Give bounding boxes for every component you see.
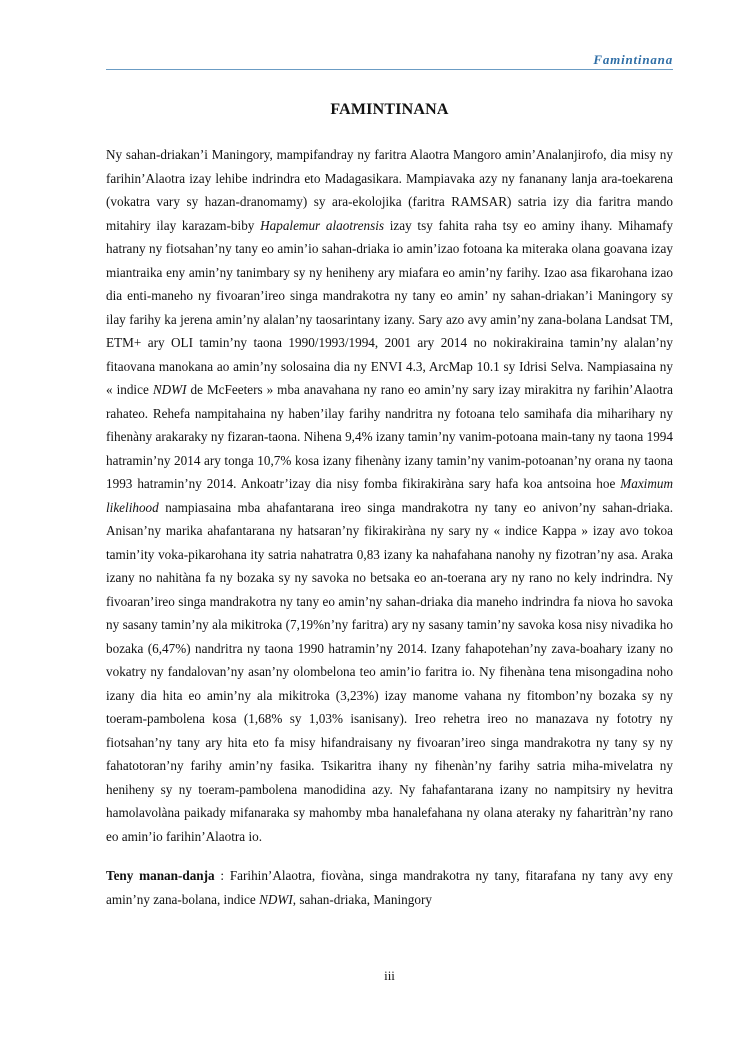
page-number: iii — [384, 968, 395, 983]
keywords-text-2: , sahan-driaka, Maningory — [292, 891, 432, 907]
abstract-text-2: izay tsy fahita raha tsy eo aminy ihany. Mihamafy hatrany ny fiotsahan’ny tany eo amin’io sahan-driaka io amin’izao fotoana ka miteraka olana goavana izay miantraika eny amin’ny tanimbary sy ny heniheny ary miafara eo amin’ny farihy. Izao asa fikarohana izao dia enti-maneho ny fivoaran’ireo singa mandrakotra ny tany eo amin’ ny sahan-driakan’i Maningory sy ilay farihy ka jerena amin’ny alalan’ny taosarintany izany. Sary azo avy amin’ny zana-bolana Landsat TM, ETM+ ary OLI tamin’ny taona 1990/1993/1994, 2001 ary 2014 no nokirakiraina tamin’ny alalan’ny fitaovana manokana ao amin’ny solosaina dia ny ENVI 4.3, ArcMap 10.1 sy Idrisi Selva. Nampiasaina ny « indice — [106, 217, 674, 397]
running-header: Famintinana — [593, 52, 673, 67]
abstract-text-4: nampiasaina mba ahafantarana ireo singa mandrakotra ny tany eo anivon’ny sahan-driaka. Anisan’ny marika ahafantarana ny hatsaran’ny fikirakiràna ny sary ny « indice Kappa » izay avo tokoa tamin’ity voka-pikarohana ity satria nahatratra 0,83 izany ka nahafahana nanohy ny fizotran’ny asa. Araka izany no nahitàna fa ny bozaka sy ny savoka no betsaka eo an-toerana ary ny rano no kely indrindra. Ny fivoaran’ireo singa mandrakotra ny tany eo amin’ny sahan-driaka dia maneho indrindra fa niova ho savoka ny sasany tamin’ny ala mikitroka (7,19%n’ny faritra) ary ny sasany tamin’ny savoka kosa nisy nivadika ho bozaka (6,47%) nandritra ny taona 1990 hatramin’ny 2014. Izany fahapotehan’ny zava-boahary izany no vokatry ny fandalovan’ny asan’ny olombelona teo amin’io faritra io. Ny fihenàna tena misongadina noho izany dia hita eo amin’ny ala mikitroka (3,23%) izay manome vahana ny fitombon’ny bozaka sy ny toeram-pambolena kosa (1,68% sy 1,03% isanisany). Ireo rehetra ireo no manazava ny fototry ny fiotsahan’ny tany ary hita eto fa misy hifandraisany ny fivoaran’ireo singa mandrakotra ny tany sy ny fahatotoran’ny farihy amin’ny fasika. Tsikaritra ihany ny fihenàn’ny farihy satria miha-mivelatra ny heniheny sy ny toeram-pambolena manodidina azy. Ny fahafantarana izany no nampitsiry ny hevitra hamolavolàna paikady mifanaraka sy mahomby mba hanalefahana ny olana ateraky ny faharitràn’ny rano eo amin’io farihin’Alaotra io. — [106, 499, 673, 844]
header-rule — [106, 69, 673, 70]
species-name: Hapalemur alaotrensis — [260, 217, 385, 233]
keywords-paragraph — [106, 864, 673, 911]
page-title: FAMINTINANA — [330, 101, 449, 118]
method-name: Maximum likelihood — [106, 476, 673, 515]
ndwi-term: NDWI — [152, 382, 187, 397]
keywords-text-1: Farihin’Alaotra, fiovàna, singa mandrakotra ny tany, fitarafana ny tany avy eny amin’ny zana-bolana, indice — [106, 868, 673, 907]
abstract-text-3: de McFeeters » mba anavahana ny rano eo amin’ny sary izay mirakitra ny farihin’Alaotra rahateo. Rehefa nampitahaina ny haben’ilay farihy nandritra ny fotoana telo samihafa dia miharihary ny fihenàny arakaraky ny fizaran-taona. Nihena 9,4% izany tamin’ny vanim-potoana main-tany ny taona 1994 hatramin’ny 2014 ary tonga 10,7% kosa izany fihenàny izany tamin’ny vanim-potoanan’ny orana ny taona 1993 hatramin’ny 2014. Ankoatr’izay dia nisy fomba fikirakiràna sary hafa koa antsoina hoe — [106, 382, 673, 491]
keywords-label: Teny manan-danja — [106, 868, 215, 883]
keywords-ndwi-term: NDWI — [259, 891, 293, 907]
keywords-separator: : — [214, 868, 230, 883]
abstract-paragraph — [106, 143, 673, 848]
abstract-text-1: Ny sahan-driakan’i Maningory, mampifandray ny faritra Alaotra Mangoro amin’Analanjirofo, dia misy ny farihin’Alaotra izay lehibe indrindra eto Madagasikara. Mampiavaka azy ny fananany lanja ara-toekarena (vokatra vary sy hazan-dranomamy) sy ara-ekolojika (faritra RAMSAR) satria izy dia faritra mando mitahiry ilay karazam-biby — [106, 147, 673, 233]
